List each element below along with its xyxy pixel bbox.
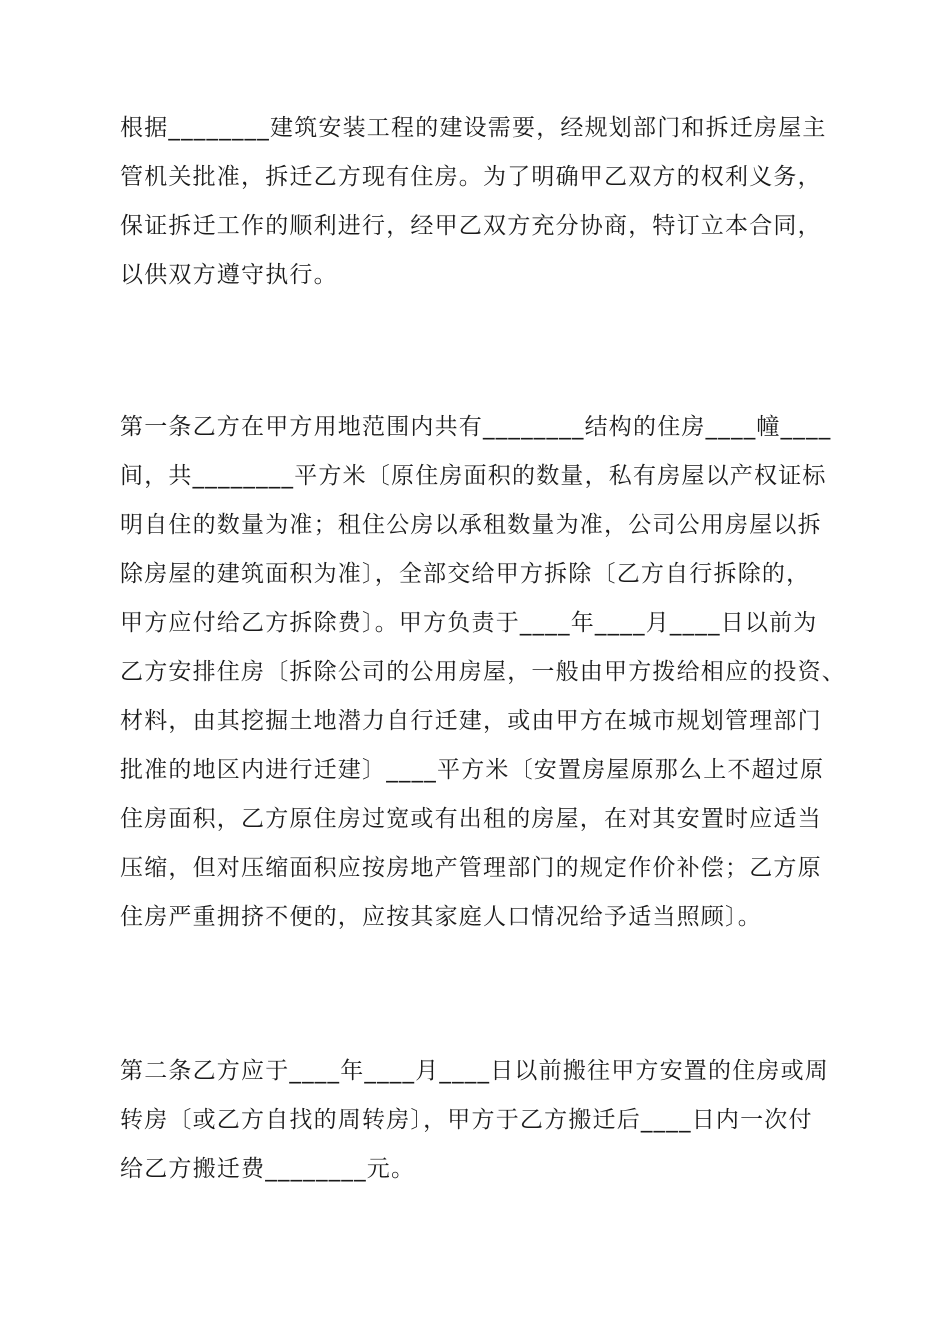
text-line: 间，共________平方米〔原住房面积的数量，私有房屋以产权证标 (120, 463, 827, 489)
text-line: 压缩，但对压缩面积应按房地产管理部门的规定作价补偿；乙方原 (120, 855, 822, 881)
text-line: 批准的地区内进行迁建〕____平方米〔安置房屋原那么上不超过原 (120, 757, 825, 783)
text-line: 第一条乙方在甲方用地范围内共有________结构的住房____幢____ (120, 414, 832, 440)
text-line: 给乙方搬迁费________元。 (120, 1156, 416, 1182)
text-line: 根据________建筑安装工程的建设需要，经规划部门和拆迁房屋主 (120, 115, 827, 141)
text-line: 住房严重拥挤不便的，应按其家庭人口情况给予适当照顾〕。 (120, 904, 762, 930)
paragraph-article-1 (120, 403, 846, 942)
paragraph-article-2 (120, 1047, 840, 1194)
text-line: 住房面积，乙方原住房过宽或有出租的房屋，在对其安置时应适当 (120, 806, 822, 832)
text-line: 第二条乙方应于____年____月____日以前搬往甲方安置的住房或周 (120, 1058, 829, 1084)
paragraph-preamble (120, 104, 840, 300)
text-line: 除房屋的建筑面积为准〕，全部交给甲方拆除〔乙方自行拆除的， (120, 561, 811, 587)
text-line: 乙方安排住房〔拆除公司的公用房屋，一般由甲方拨给相应的投资、 (120, 659, 846, 685)
text-line: 明自住的数量为准；租住公房以承租数量为准，公司公用房屋以拆 (120, 512, 822, 538)
text-line: 保证拆迁工作的顺利进行，经甲乙双方充分协商，特订立本合同， (120, 213, 822, 239)
text-line: 管机关批准，拆迁乙方现有住房。为了明确甲乙双方的权利义务， (120, 164, 822, 190)
text-line: 甲方应付给乙方拆除费〕。甲方负责于____年____月____日以前为 (120, 610, 818, 636)
text-line: 材料，由其挖掘土地潜力自行迁建，或由甲方在城市规划管理部门 (120, 708, 822, 734)
text-line: 转房〔或乙方自找的周转房〕，甲方于乙方搬迁后____日内一次付 (120, 1107, 813, 1133)
text-line: 以供双方遵守执行。 (120, 262, 338, 288)
